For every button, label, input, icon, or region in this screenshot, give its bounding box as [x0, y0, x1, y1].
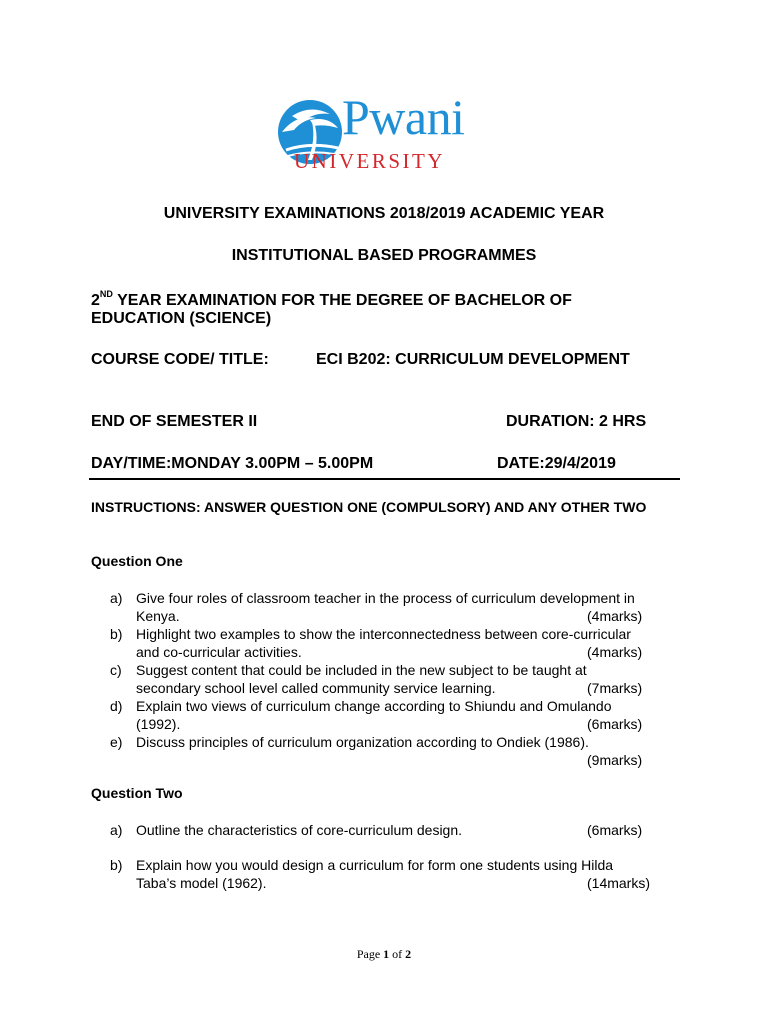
question-one-item-a — [110, 589, 680, 625]
item-text-line2: secondary school level called community service learning. — [136, 680, 496, 696]
item-label: a) — [110, 822, 123, 838]
exam-date-label: DATE:29/4/2019 — [497, 455, 616, 472]
item-text-line1: Suggest content that could be included in the new subject to be taught at — [136, 662, 587, 678]
degree-title-line2: EDUCATION (SCIENCE) — [91, 310, 272, 327]
degree-title-text: YEAR EXAMINATION FOR THE DEGREE OF BACHELOR OF — [112, 292, 572, 309]
item-text-line1: Explain how you would design a curriculum for form one students using Hilda — [136, 857, 614, 873]
item-marks: (9marks) — [587, 752, 643, 768]
item-marks: (7marks) — [587, 680, 643, 696]
item-label: b) — [110, 626, 123, 642]
logo-wordmark: Pwani — [342, 89, 465, 145]
question-two-item-a — [110, 821, 680, 839]
item-label: a) — [110, 590, 123, 606]
item-label: b) — [110, 857, 123, 873]
question-one-item-b — [110, 625, 680, 661]
header-divider — [89, 478, 680, 480]
item-text-line2: Taba’s model (1962). — [136, 875, 267, 891]
item-marks: (4marks) — [587, 644, 643, 660]
of-word: of — [392, 947, 403, 961]
item-text-line1: Highlight two examples to show the interconnectedness between core-curricular — [136, 626, 631, 642]
instructions: INSTRUCTIONS: ANSWER QUESTION ONE (COMPULSORY) AND ANY OTHER TWO — [91, 499, 647, 515]
item-text-line2: Kenya. — [136, 608, 180, 624]
item-label: e) — [110, 734, 123, 750]
duration-label: DURATION: 2 HRS — [506, 413, 647, 430]
question-one-title: Question One — [91, 553, 183, 569]
item-marks: (4marks) — [587, 608, 643, 624]
item-label: c) — [110, 662, 122, 678]
logo-subtitle: UNIVERSITY — [294, 149, 445, 173]
page-total: 2 — [405, 947, 412, 961]
item-text-line2: and co-curricular activities. — [136, 644, 302, 660]
item-text-line1: Give four roles of classroom teacher in the process of curriculum development in — [136, 590, 635, 606]
degree-title-line1 — [91, 289, 572, 310]
item-text-line1: Outline the characteristics of core-curriculum design. — [136, 822, 463, 838]
question-two-title: Question Two — [91, 785, 183, 801]
item-label: d) — [110, 698, 123, 714]
year-ordinal-suffix: ND — [99, 289, 113, 299]
programme-title: INSTITUTIONAL BASED PROGRAMMES — [231, 247, 537, 264]
question-one-item-c — [110, 661, 680, 697]
page-word: Page — [356, 947, 381, 961]
course-code-label: COURSE CODE/ TITLE: — [91, 351, 269, 368]
item-text-line2: (1992). — [136, 716, 181, 732]
day-time-label: DAY/TIME:MONDAY 3.00PM – 5.00PM — [91, 455, 374, 472]
exam-session-title: UNIVERSITY EXAMINATIONS 2018/2019 ACADEMIC YEAR — [163, 205, 605, 222]
page-current: 1 — [383, 947, 390, 961]
question-one-item-d — [110, 697, 680, 733]
page-number-footer — [0, 947, 768, 962]
question-two-item-b — [110, 856, 680, 892]
item-marks: (14marks) — [587, 875, 651, 891]
year-number: 2 — [91, 292, 100, 309]
pwani-university-logo — [272, 89, 465, 178]
item-text-line1: Discuss principles of curriculum organization according to Ondiek (1986). — [136, 734, 589, 750]
item-marks: (6marks) — [587, 716, 643, 732]
item-text-line1: Explain two views of curriculum change according to Shiundu and Omulando — [136, 698, 612, 714]
course-code-value: ECI B202: CURRICULUM DEVELOPMENT — [316, 351, 630, 368]
semester-label: END OF SEMESTER II — [91, 413, 258, 430]
item-marks: (6marks) — [587, 822, 643, 838]
question-one-item-e — [110, 733, 680, 769]
